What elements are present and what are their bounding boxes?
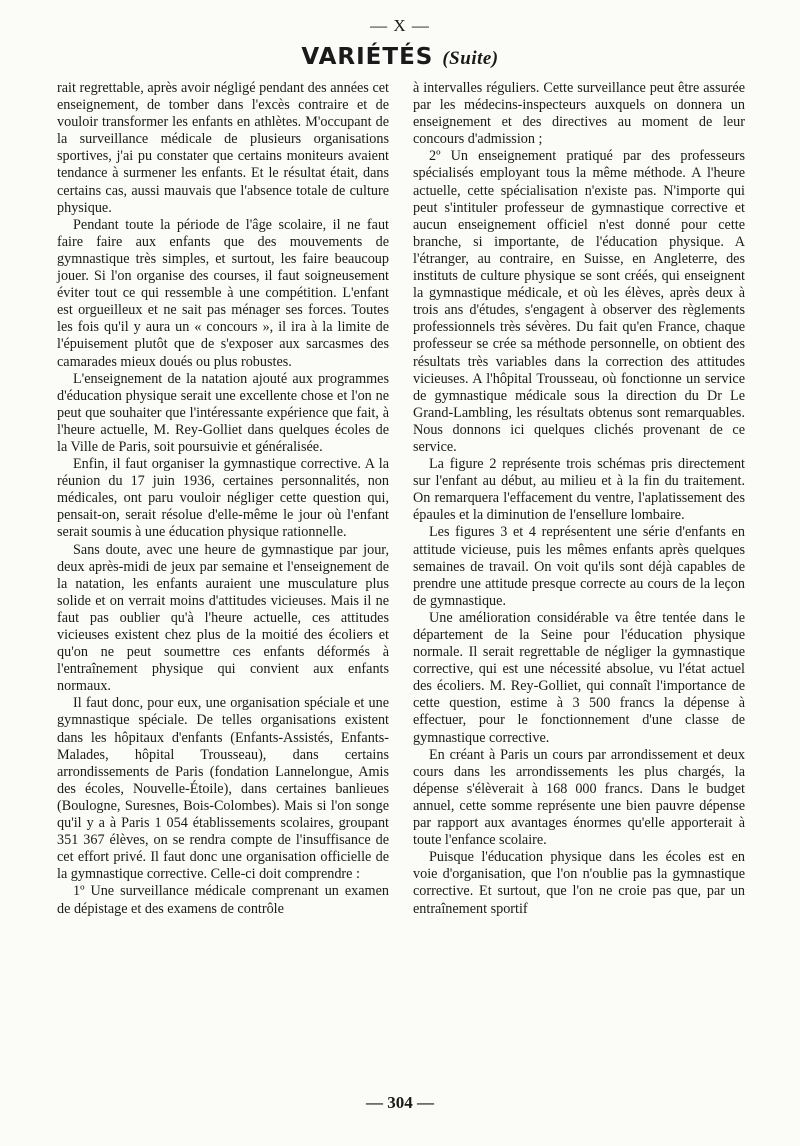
right-column bbox=[413, 80, 745, 918]
page-roman-numeral: — X — bbox=[370, 16, 430, 35]
section-title: VARIÉTÉS bbox=[301, 44, 434, 70]
paragraph: Une amélioration considérable va être tentée dans le département de la Seine pour l'éducation physique normale. Il serait regrettable de négliger la gymnastique corrective, qui est une nécessité absolue, vu l'état actuel des écoliers. M. Rey-Golliet, qui connaît l'importance de cette question, estime à 3 500 francs la dépense à effectuer, pour le fonctionnement d'une classe de gymnastique corrective. bbox=[413, 609, 745, 746]
paragraph: 2º Un enseignement pratiqué par des professeurs spécialisés employant tous la même méthode. A l'heure actuelle, cette spécialisation n'existe pas. N'importe qui peut s'intituler professeur de gymnastique corrective et aucun enseignement officiel n'est donné pour cette branche, si importante, de l'éducation physique. A l'étranger, au contraire, en Suisse, en Angleterre, des instituts de culture physique se sont créés, qui enseignent la gymnastique médicale, et où les élèves, après deux à trois ans d'études, s'engagent à observer des règlements professionnels très sévères. Du fait qu'en France, chaque professeur se crée sa méthode personnelle, on obtient des résultats très variables dans la correction des attitudes vicieuses. A l'hôpital Trousseau, où fonctionne un service de gymnastique médicale sous la direction du Dr Le Grand-Lambling, les résultats obtenus sont remarquables. Nous donnons ici quelques clichés provenant de ce service. bbox=[413, 148, 745, 455]
paragraph: rait regrettable, après avoir négligé pendant des années cet enseignement, de tomber dans l'excès contraire et de vouloir transformer les enfants en athlètes. M'occupant de la surveillance médicale de plusieurs organisations sportives, j'ai pu constater que certains moniteurs avaient tendance à surmener les enfants. Et le résultat était, dans certains cas, aussi mauvais que l'absence totale de culture physique. bbox=[57, 80, 389, 216]
section-header bbox=[0, 44, 800, 70]
paragraph: Puisque l'éducation physique dans les écoles est en voie d'organisation, que l'on n'oublie pas la gymnastique corrective. Et surtout, que l'on ne croie pas que, par un entraînement sportif bbox=[413, 849, 745, 917]
section-subtitle: (Suite) bbox=[442, 48, 499, 69]
paragraph: à intervalles réguliers. Cette surveillance peut être assurée par les médecins-inspecteurs auxquels on donnera un enseignement et des directives au moment de leur concours d'admission ; bbox=[413, 80, 745, 148]
paragraph: En créant à Paris un cours par arrondissement et deux cours dans les arrondissements les plus chargés, la dépense s'élèverait à 168 000 francs. Dans le budget annuel, cette somme représente une bien pauvre dépense par rapport aux avantages énormes qu'elle apporterait à toute l'enfance scolaire. bbox=[413, 746, 745, 849]
paragraph: Enfin, il faut organiser la gymnastique corrective. A la réunion du 17 juin 1936, certaines personnalités, non médicales, ont paru vouloir négliger cette question qui, pensait-on, serait résolue d'elle-même le jour où l'enfant serait soumis à une éducation physique rationnelle. bbox=[57, 456, 389, 541]
paragraph: Pendant toute la période de l'âge scolaire, il ne faut faire faire aux enfants que des mouvements de gymnastique très simples, et surtout, les faire beaucoup jouer. Si l'on organise des courses, il faut soigneusement éviter tout ce qui ressemble à une compétition. L'enfant est orgueilleux et ne sait pas ménager ses forces. Toutes les fois qu'il y aura un « concours », il ira à la limite de l'épuisement plutôt que de s'exposer aux sarcasmes des camarades mieux doués ou plus robustes. bbox=[57, 216, 389, 370]
paragraph: Les figures 3 et 4 représentent une série d'enfants en attitude vicieuse, puis les mêmes enfants après quelques semaines de travail. On voit qu'ils sont déjà capables de prendre une attitude presque correcte au cours de la leçon de gymnastique. bbox=[413, 524, 745, 609]
page-number: — 304 — bbox=[366, 1093, 434, 1112]
paragraph: Il faut donc, pour eux, une organisation spéciale et une gymnastique spéciale. De telles organisations existent dans les hôpitaux d'enfants (Enfants-Assistés, Enfants-Malades, hôpital Trousseau), dans certains arrondissements de Paris (fondation Lannelongue, Amis des écoles, Nouvelle-Étoile), dans certaines banlieues (Boulogne, Suresnes, Bois-Colombes). Mais si l'on songe qu'il y a à Paris 1 054 établissements scolaires, groupant 351 367 élèves, on se rendra compte de l'insuffisance de cet effort privé. Il faut donc une organisation officielle de la gymnastique corrective. Celle-ci doit comprendre : bbox=[57, 695, 389, 883]
paragraph: 1º Une surveillance médicale comprenant un examen de dépistage et des examens de contrôle bbox=[57, 883, 389, 917]
paragraph: Sans doute, avec une heure de gymnastique par jour, deux après-midi de jeux par semaine et l'enseignement de la natation, les enfants auraient une musculature plus solide et on verrait moins d'attitudes vicieuses. Mais il ne faut pas oublier qu'à l'heure actuelle, ces attitudes vicieuses existent chez plus de la moitié des écoliers et qu'on ne peut soumettre ces enfants déformés à l'entraînement physique qui convient aux enfants normaux. bbox=[57, 541, 389, 695]
left-column bbox=[57, 80, 389, 918]
paragraph: L'enseignement de la natation ajouté aux programmes d'éducation physique serait une excellente chose et l'on ne peut que souhaiter que l'intéressante expérience que fait, à l'heure actuelle, M. Rey-Golliet dans quelques écoles de la Ville de Paris, soit poursuivie et généralisée. bbox=[57, 370, 389, 455]
paragraph: La figure 2 représente trois schémas pris directement sur l'enfant au début, au milieu et à la fin du traitement. On remarquera l'effacement du ventre, l'aplatissement des épaules et la diminution de l'ensellure lombaire. bbox=[413, 456, 745, 524]
